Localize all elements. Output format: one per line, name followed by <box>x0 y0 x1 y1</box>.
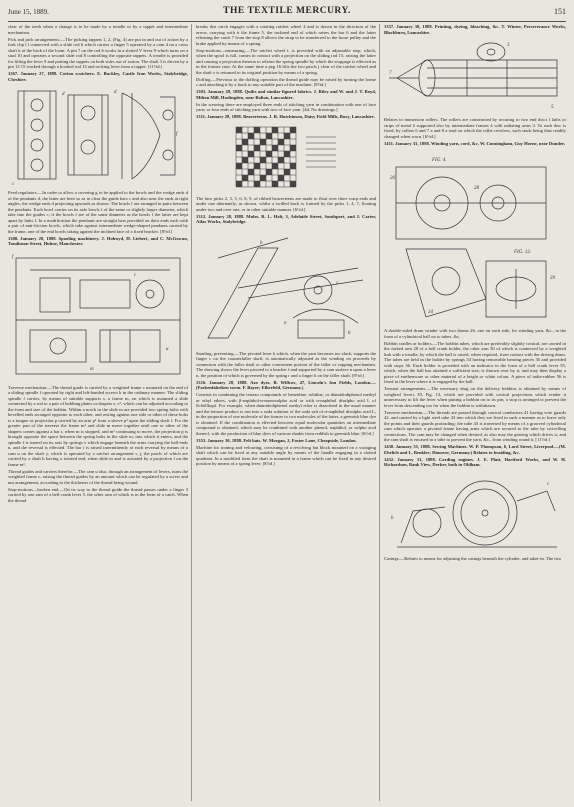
column-divider-2 <box>379 24 380 801</box>
figure-immersion-roller <box>387 38 563 114</box>
header-rule <box>8 21 566 22</box>
column-3 <box>384 24 566 803</box>
svg-text:h: h <box>348 330 351 336</box>
svg-text:b: b <box>260 240 263 246</box>
paragraph: Snarling, preventing.—The pivoted lever b which, when the yarn becomes too slack, supports the finger c on the counterfaller shaft, is automatically adjusted as the winding on proceeds by connection with the faller shaft or other convenient portion of the faller or copping mechanism. The drawing shows the lever pivoted to a bracket f and supported by a cam surface n upon a lever n, the position of which is governed by the spring r and a finger h on the faller shaft. [8½d.] <box>196 350 376 378</box>
svg-text:b: b <box>391 515 394 521</box>
patent-entry-1353: 1353. January 30, 1888. Felt hats. W. Morgan, 2, Foster Lane, Cheapside, London. <box>196 437 357 443</box>
svg-text:3: 3 <box>507 43 510 48</box>
column-1 <box>8 24 188 803</box>
paragraph: Traverse mechanism.—The threads are passed through conical conductors 41 having wire guards 42, and carried by a light steel tube 43 into which they are fixed in such a manner as to leave only the points and their guards protruding; the tube 43 is traversed by means of a grooved cylindrical cam which operates a pivoted frame having arms which are secured to the tube by swivelling connections. The cam may be changed when desired, as also may the gearing which drives it, and the cam shaft is encased in a tube to prevent the yarn, &c., from winding round it. [11½d.] <box>384 409 566 442</box>
patent-entry-1311: 1311. January 28, 1888. Beaverteens. J. R. Hutchinson, Daisy Field Mills, Bury, Lancashire. <box>196 114 375 119</box>
page-number: 151 <box>554 7 566 16</box>
patent-entry-1430: 1430. January 31, 1888. Sewing Machines. W. P. Thompson, 6, Lord Street, Liverpool.—(M. Ehrlich and L. Benkler; Hanover, Germany.) Relates to braiding, &c. <box>384 444 566 455</box>
svg-text:d: d <box>114 90 117 95</box>
figure-carding-engine <box>387 471 563 553</box>
paragraph: Bobbin cradles or holders.—The bobbin tubes, which are preferably slightly conical, are carried in the forked arm 28 of a bell crank holder, the other arm 30 of which is connected by a weighted link with a treadle, by which the ball is raised, when required, from contact with the driving drum. The tubes are held in the holder by springs 34 having removable bearing pieces 35 and provided with stops 36. Each holder is provided with an indicator in the form of a bell crank lever 55, which, when the ball has attained a sufficient size, is thrown over by it, and may then display a piece of earthenware or other material of a bright or white colour. A piece of india-rubber 56 is fixed in the lever where it is engaged by the ball. <box>384 340 566 384</box>
paragraph: The face picks 2, 3, 5, 6, 8, 9, of ribbed beaverteens are made to float over three warp ends and under one alternately, as shown, whilst a twilled back is formed by the picks 1, 4, 7, floating under two and over one, or in other suitable manner. [6½d.] <box>196 195 376 212</box>
column-2 <box>196 24 376 803</box>
patent-entry-1303: 1303. January 28, 1888. Quilts and similar figured fabrics. J. Riley and W. and J. T. Boyd, Milton Mill, Haslingden, near Bolton, Lancashire. <box>196 89 376 100</box>
paragraph: Tension arrangements.—The necessary drag on the delivery bobbins is obtained by means of weighted levers 39, Fig. 13, which are provided with conical projections which render it unnecessary to lift the lever when putting a bobbin on to its pin; a stop is arranged to prevent the lever from descending too far when the bobbin is withdrawn. <box>384 386 566 408</box>
column-divider-1 <box>191 24 192 801</box>
patent-entry-1267: 1267. January 27, 1888. Cotton scutchers. E. Buckley, Castle Iron Works, Stalybridge, Cheshire. <box>8 71 188 82</box>
paragraph: clear of the teeth when a change is to be made by a treadle or by a tappet and intermediate mechanism. <box>8 24 188 35</box>
svg-text:FIG. 4.: FIG. 4. <box>432 158 447 163</box>
svg-text:26: 26 <box>390 176 395 181</box>
svg-text:c: c <box>336 280 339 286</box>
figure-winding-machine <box>386 149 564 325</box>
patent-entry-1357: 1357. January 30, 1888. Printing, dyeing, bleaching, &c. T. Winter, Perseverance Works, Blackburn, Lancashire. <box>384 24 566 35</box>
paragraph: A double-sided drum winder with two drums 26, one on each side, for winding yarn, &c., in the form of a cylindrical ball on to tubes, &c. <box>384 328 566 339</box>
patent-entry-1300: 1300. January 28, 1888. Spooling machinery. J. Holroyd, H. Liebert, and C. McGowan, Tomlinson Street, Hulme, Manchester. <box>8 235 188 246</box>
page-header <box>8 6 566 20</box>
svg-text:c: c <box>547 481 550 487</box>
masthead-title: THE TEXTILE MERCURY. <box>223 6 351 16</box>
figure-cotton-scutcher <box>10 85 186 187</box>
paragraph: Pick and pick arrangements.—The picking tappets 1, 2, (Fig. 4) are put in and out of action by a fork clip l l connected with a slide rod 6 which carries a finger 5 operated by a cam 4 on a cross shaft it at the back of the loom. A pin 7 on the rod 6 works in a slotted V lever 9 which turns on a stud 10 and operates a second slide rod 8 controlling the opposite tappets. A treadle is provided for lifting the lever 9 and putting the tappets on both sides out of action. The shaft 3 is driven by a pin 12 15 worked through a hooked rod 13 and rocking lever from a tappet. [11½d.] <box>8 36 188 69</box>
svg-text:7: 7 <box>389 71 392 76</box>
paragraph: Thread guides and carriers therefor.—The cam u also, through an arrangement of levers, turns the weighted frame c, raising the thread guides by an amount which can be regulated by a screw and nut arrangement, according to the thickness of the thread being wound. <box>8 468 188 485</box>
figure-spooling-machinery <box>10 250 186 382</box>
svg-text:u: u <box>166 346 169 352</box>
paragraph: In the weaving there are employed three ends of stitching yarn in combination with one of face yarn; or four ends of stitching yarn with two of face yarn. [4d. No drawings.] <box>196 101 376 112</box>
paragraph: Consists in combining the tetrazo compounds of benzidine, tolidine, or diamidodiphenol methyl or ethyl ethers, with β-naphthol-α-monosulpho acid or with α-naphthol disulpho acid L of Schöllkopf. For example, when diamidodiphenol methyl ether is diazotised in the usual manner and the tetrazo product is run into a soda solution of the soda salt of α-naphthol disulpho acid L, in the proportion of one molecule of the former to two molecules of the latter, a greenish blue dye is obtained. If the combination is effected between equal molecular quantities an intermediate compound is obtained, which may be combined with another phenol, naphthol, or sulpho acid thereof, with the production of blue dyes of various shades from reddish to greenish blue. [6½d.] <box>196 392 376 436</box>
svg-text:39: 39 <box>550 276 555 281</box>
figure-mules <box>198 228 374 348</box>
svg-text:28: 28 <box>474 186 479 191</box>
patent-entry-1316: 1316. January 28, 1888. Azo dyes. B. Willcox, 47, Lincoln's Inn Fields, London.—(Farbenfabriken vorm. F. Bayer; Elberfeld, Germany.) <box>196 379 376 390</box>
paragraph: breaks this catch engages with a rotating ratchet wheel 4 and is drawn in the direction of the arrow, carrying with it the frame 5, the inclined end of which raises the bar 6 and the latter releasing the catch 7 from the stop 8 allows the strap to be transferred to the loose pulley and the brake applied by means of a spring. <box>196 24 376 46</box>
paragraph: Stop-motions—broken end.—On its way to the thread guide the thread passes under a finger 3 carried by one arm of a bell-crank lever 5, the other arm of which is in the form of a catch. When the thread <box>8 486 188 503</box>
svg-text:c: c <box>134 272 137 278</box>
svg-text:f: f <box>176 132 178 137</box>
svg-text:5: 5 <box>551 105 554 110</box>
paragraph: Traverse mechanism.—The thread guide is carried by a weighted frame c mounted on the end of a sliding spindle f operated by right and left-handed screws k in the ordinary manner. The sliding spindle f carries, by means of suitable supports s, a frame m, on which is mounted a slide connected by a rod to a pair of bobbing plates or shapers e, e¹, which can be adjusted according to the form and size of the bobbin. Within a notch in the slide m are provided two spring bolts with bevelled ends arranged opposite to each other, and resting against one side or other of these bolts is a tongue or projection p carried by an arm p¹ from a sleeve p² upon the sliding shaft f. For the greater part of the traverse the frame m¹ and slide m move together until one or other of the shapers comes against a bar t, when m is stopped, and m¹ continuing to move, the projection p is brought opposite the space between the spring bolts in the slide m, into which it enters, and the spindle f is turned on its axis by springs v which engage beneath the arms carrying the ball-ends n, and the reversal is effected. The bar t is raised intermittently at each reversal by means of a cam u on the shaft y, which is operated by a ratchet arrangement r, j, the pawls of which are carried by a shaft h having a twisted end, when slide m and is actuated by a projection l on the frame m¹. <box>8 384 188 467</box>
paragraph: Relates to immersion rollers. The rollers are constructed by securing to two end discs l laths or strips of metal δ supported also by intermediate frames 4 with radiating arms 3. To each disc is fixed, by collars 6 and 7 a and 8 a stud on which the roller revolves, such studs being thus readily changed when worn. [6½d.] <box>384 117 566 139</box>
figure-beaverteen-weave <box>226 123 346 193</box>
patent-entry-1312: 1312. January 28, 1888. Mules. R. L. Holt, 3, Adelaide Street, Southport, and J. Carter, Atlas Works, Stalybridge. <box>196 213 376 224</box>
svg-text:n: n <box>284 320 287 326</box>
svg-text:34: 34 <box>428 310 433 315</box>
svg-text:f: f <box>12 254 14 260</box>
svg-text:m: m <box>90 366 94 372</box>
paragraph: Stop-motions—measuring.—The ratchet wheel i, is provided with an adjustable stop, which, when the spool is full, comes in contact with a projection on the sliding rod 15, raising the latter and causing a projection thereon to release the spring spindle by which the stoppage is effected as in the former case. At the same time a peg 16 lifts the two pawls j clear of the ratchet wheel and the shaft v is returned to its original position by means of a spring. <box>196 47 376 75</box>
patent-entry-1411: 1411. January 31, 1888. Winding yarn, cord, &c. W. Cunningham, Guy Horne, near Dundee. <box>384 140 566 146</box>
patent-entry-1432: 1432. January 31, 1888. Carding engines. J. E. Platt, Hartford Works, and W. H. Richardson, Bank View, Derker, both in Oldham. <box>384 456 566 467</box>
issue-date: June 15, 1889. <box>8 8 49 16</box>
paragraph: Doffing.—Previous to the doffing operation the thread guide may be raised by turning the frame c and attaching it by a hook to any suitable part of the machine. [8½d.] <box>196 76 376 87</box>
paragraph: Machine for ironing and velouring, consisting of a revolving hat block mounted on a swinging shaft which can be fixed at any suitable angle by means of the handle engaging in a slotted quadrant. In a modified form the shaft is mounted in a frame which can be fixed in any desired position by means of a spring lever. [8½d.] <box>196 444 376 466</box>
paragraph: Casings.—Relates to means for adjusting the casings beneath the cylinder, and taker-in. The two <box>384 555 562 561</box>
svg-text:FIG. 12.: FIG. 12. <box>514 250 532 255</box>
svg-text:d: d <box>62 92 65 97</box>
svg-text:c: c <box>12 182 15 187</box>
paragraph: Feed regulators.—In order to allow a covering g to be applied to the bowls and the wedge ends d of the pendants d, the latter are bent so as to clear the guide bars c and also near the ends at right angles, the wedge ends d projecting upwards as shown. The bowls f are arranged in pairs between the pendants. Each bowl carries on its axle bowls f of the same or slightly larger diameter, which take into the guides c; if the bowls f are of the same diameter as the bowls f the latter are kept apart by links f. In a modification the pendants are straight bars provided on their ends each with a pair of anti-friction bowls, which take against intermediate wedge-shaped pendants carried by the frame, one of the end bowls taking against the inclined face of a fixed bracket. [8½d.] <box>8 190 188 234</box>
